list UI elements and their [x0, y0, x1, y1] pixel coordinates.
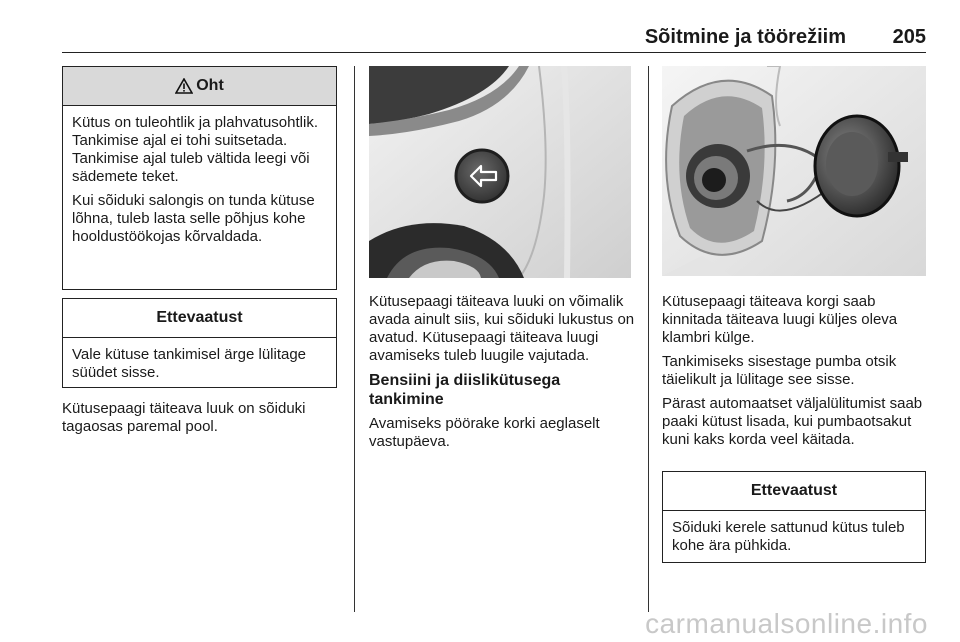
chapter-title: Sõitmine ja töörežiim	[644, 26, 846, 48]
notice-box-body	[663, 511, 925, 563]
warning-triangle-icon	[175, 78, 193, 94]
body-paragraph: Kütusepaagi täiteava luuk on sõiduki tagaosas paremal pool.	[62, 400, 306, 435]
notice-box-title: Ettevaatust	[750, 482, 838, 499]
notice-box-header	[663, 472, 925, 511]
body-paragraph: Kütusepaagi täiteava korgi saab kinnitada täiteava luugi küljes oleva klambri külge.	[662, 293, 898, 346]
warning-box	[62, 66, 337, 290]
warning-box-header	[63, 67, 336, 106]
body-paragraph: Avamiseks pöörake korki aeglaselt vastupäeva.	[369, 415, 600, 450]
body-paragraph: Kütusepaagi täiteava luuki on võimalik avada ainult siis, kui sõiduki lukustus on avatud. Kütusepaagi täiteava luugi avamiseks tuleb luugile vajutada.	[369, 293, 635, 364]
column-divider	[648, 66, 649, 612]
warning-box-title: Oht	[196, 77, 224, 94]
notice-text: Vale kütuse tankimisel ärge lülitage süüdet sisse.	[72, 346, 307, 381]
section-subheading: Bensiini ja diislikütusega tankimine	[369, 372, 561, 408]
notice-text: Sõiduki kerele sattunud kütus tuleb kohe ära pühkida.	[672, 519, 905, 554]
notice-box	[662, 471, 926, 563]
column-divider	[354, 66, 355, 612]
warning-paragraph: Kütus on tuleohtlik ja plahvatusohtlik. Tankimise ajal ei tohi suitsetada. Tankimise ajal tuleb vältida leegi või sädemete teket.	[72, 114, 318, 185]
notice-box	[62, 298, 337, 388]
body-paragraph: Tankimiseks sisestage pumba otsik täielikult ja lülitage see sisse.	[662, 353, 897, 388]
fuel-cap-photo	[662, 66, 926, 276]
notice-box-header	[63, 299, 336, 338]
page-header	[62, 26, 926, 53]
page-number: 205	[892, 26, 926, 48]
body-paragraph: Pärast automaatset väljalülitumist saab paaki kütust lisada, kui pumbaotsakut kuni kaks korda veel käitada.	[662, 395, 923, 448]
notice-box-body	[63, 338, 336, 390]
fuel-flap-photo	[369, 66, 631, 278]
car-rear-illustration	[369, 66, 631, 278]
col2-text	[369, 293, 637, 457]
notice-box-title: Ettevaatust	[156, 309, 243, 326]
col3-text	[662, 293, 928, 455]
warning-box-body	[63, 106, 336, 254]
body-text	[62, 400, 340, 442]
fuel-cap-illustration	[662, 66, 926, 276]
warning-paragraph: Kui sõiduki salongis on tunda kütuse lõhna, tuleb lasta selle põhjus kohe hooldustöökojas kõrvaldada.	[72, 192, 315, 245]
watermark-text: carmanualsonline.info	[645, 608, 928, 639]
